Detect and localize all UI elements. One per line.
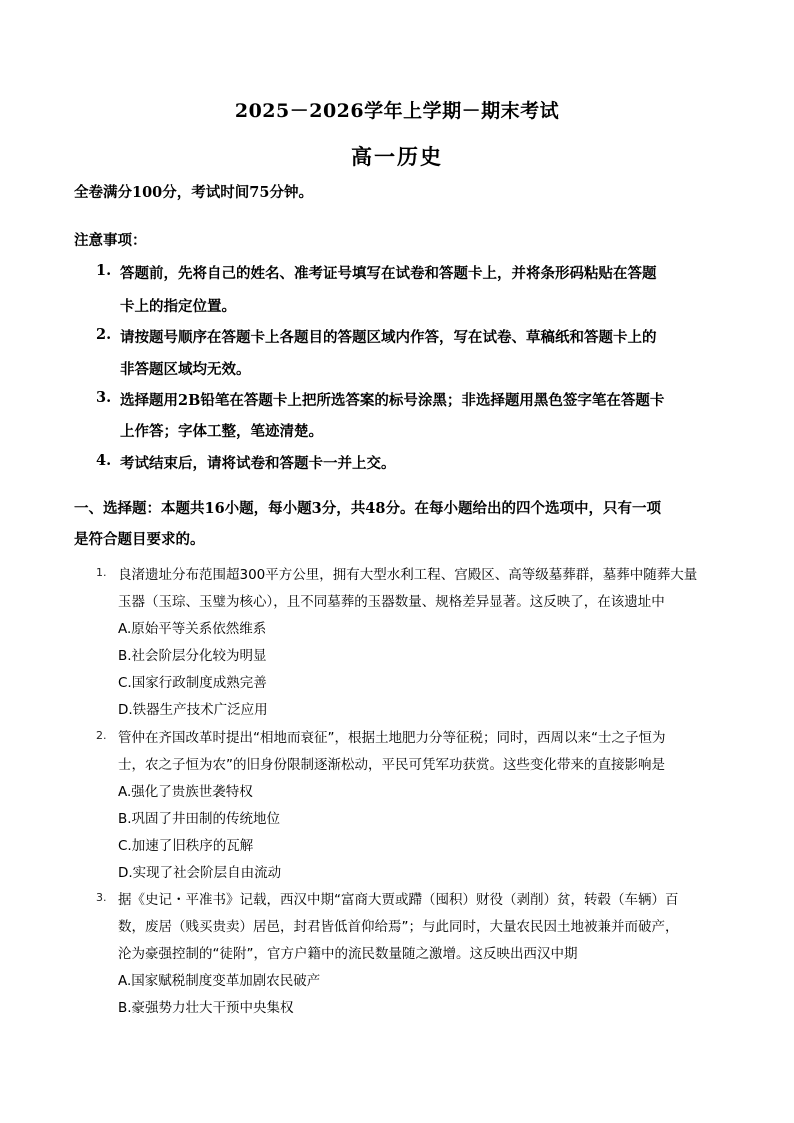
option-a: A.国家赋税制度变革加剧农民破产 [118, 973, 321, 989]
question-stem: 良渚遗址分布范围超300平方公里，拥有大型水利工程、宫殿区、高等级墓葬群，墓葬中随葬大量 [118, 567, 698, 583]
option-c: C.加速了旧秩序的瓦解 [118, 838, 254, 854]
option-a: A.原始平等关系依然维系 [118, 621, 267, 637]
question-stem: 据《史记・平准书》记载，西汉中期“富商大贾或蹛（囤积）财役（剥削）贫，转毂（车辆）百 [118, 892, 679, 908]
option-c: C.国家行政制度成熟完善 [118, 675, 267, 691]
note-text: 上作答；字体工整，笔迹清楚。 [120, 423, 323, 440]
option-b: B.巩固了井田制的传统地位 [118, 811, 281, 827]
question-number: 1. [96, 566, 107, 579]
question-stem: 玉器（玉琮、玉璧为核心），且不同墓葬的玉器数量、规格差异显著。这反映了，在该遗址中 [118, 594, 665, 610]
question-stem: 数，废居（贱买贵卖）居邑，封君皆低首仰给焉”；与此同时，大量农民因土地被兼并而破产， [118, 919, 679, 935]
exam-intro: 全卷满分100分，考试时间75分钟。 [74, 184, 313, 201]
note-number: 1. [96, 262, 112, 279]
note-text: 请按题号顺序在答题卡上各题目的答题区域内作答，写在试卷、草稿纸和答题卡上的 [120, 329, 657, 346]
option-d: D.铁器生产技术广泛应用 [118, 702, 268, 718]
question-number: 3. [96, 891, 107, 904]
question-number: 2. [96, 729, 107, 742]
note-text: 卡上的指定位置。 [120, 298, 236, 315]
note-number: 3. [96, 389, 112, 406]
note-number: 2. [96, 326, 112, 343]
exam-title: 2025－2026学年上学期－期末考试 [234, 100, 560, 122]
option-b: B.豪强势力壮大干预中央集权 [118, 1000, 294, 1016]
question-stem: 沦为豪强控制的“徒附”，官方户籍中的流民数量随之激增。这反映出西汉中期 [118, 946, 578, 962]
note-text: 非答题区域均无效。 [120, 361, 251, 378]
section-heading-cont: 是符合题目要求的。 [74, 531, 205, 548]
note-text: 选择题用2B铅笔在答题卡上把所选答案的标号涂黑；非选择题用黑色签字笔在答题卡 [120, 392, 665, 409]
exam-subject: 高一历史 [351, 144, 443, 169]
section-heading: 一、选择题：本题共16小题，每小题3分，共48分。在每小题给出的四个选项中，只有一项 [74, 500, 661, 517]
question-stem: 士，农之子恒为农”的旧身份限制逐渐松动，平民可凭军功获赏。这些变化带来的直接影响是 [118, 757, 665, 773]
note-text: 考试结束后，请将试卷和答题卡一并上交。 [120, 455, 396, 472]
note-number: 4. [96, 452, 112, 469]
question-stem: 管仲在齐国改革时提出“相地而衰征”，根据土地肥力分等征税；同时，西周以来“士之子恒为 [118, 730, 666, 746]
note-text: 答题前，先将自己的姓名、准考证号填写在试卷和答题卡上，并将条形码粘贴在答题 [120, 265, 657, 282]
option-b: B.社会阶层分化较为明显 [118, 648, 267, 664]
option-d: D.实现了社会阶层自由流动 [118, 865, 282, 881]
notes-heading: 注意事项： [74, 232, 147, 249]
option-a: A.强化了贵族世袭特权 [118, 784, 253, 800]
